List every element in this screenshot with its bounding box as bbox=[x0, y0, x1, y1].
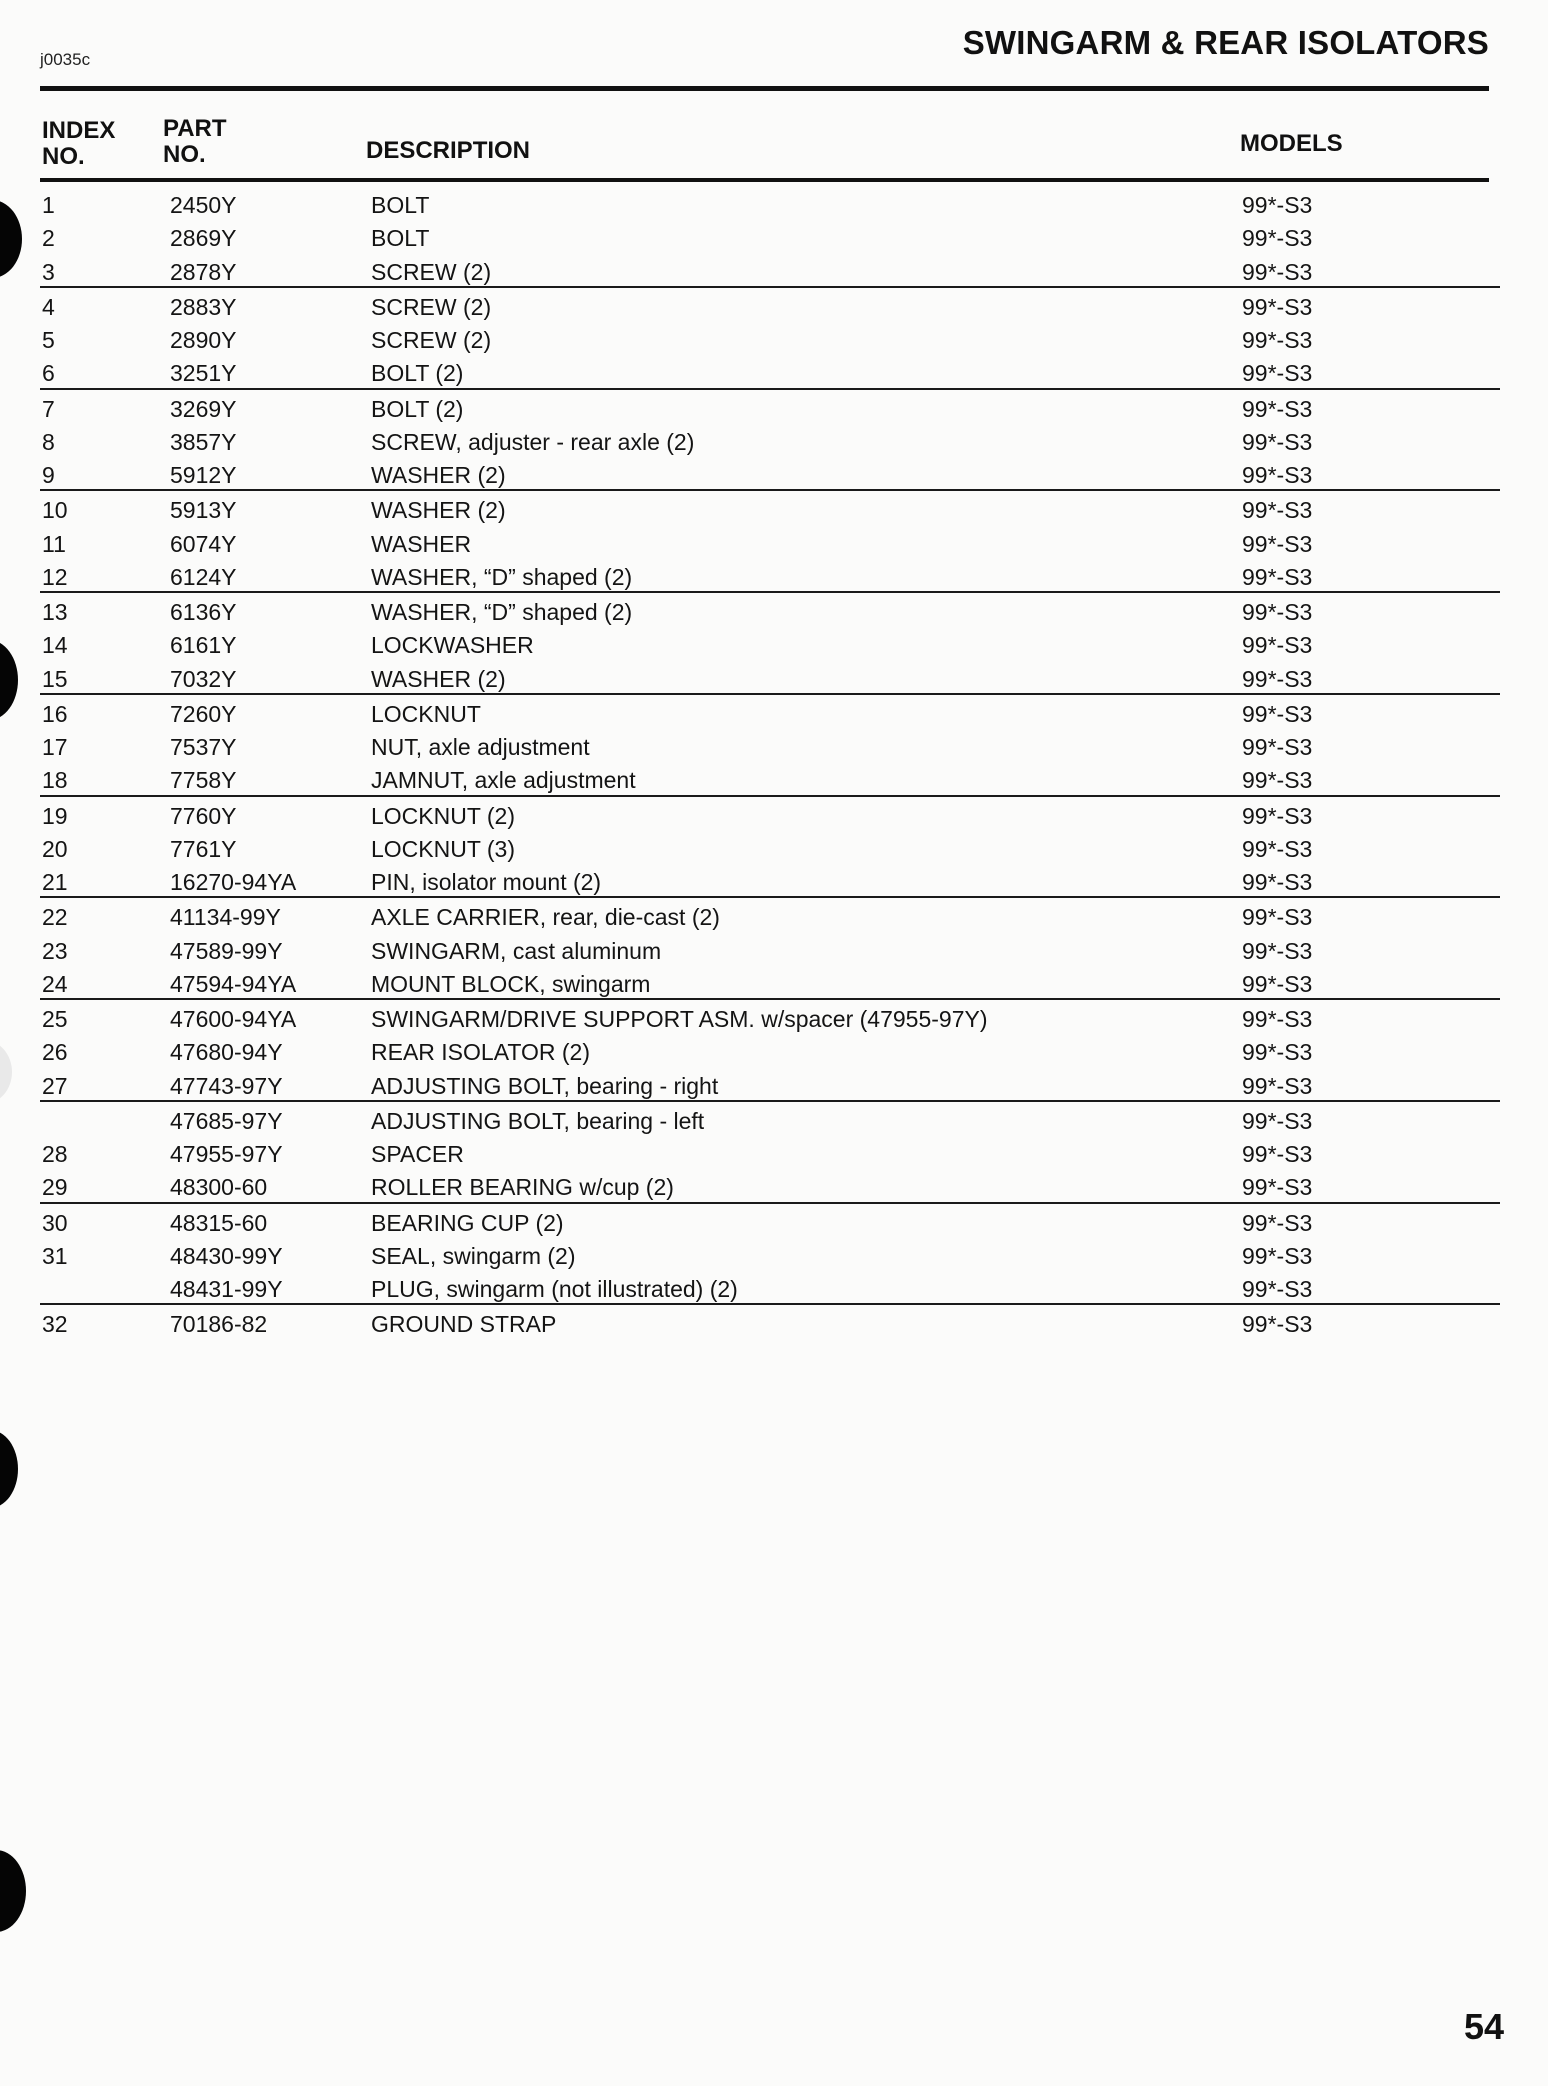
description-cell: SPACER bbox=[371, 1141, 464, 1167]
description-cell: BOLT (2) bbox=[371, 395, 464, 422]
index-cell: 18 bbox=[42, 767, 68, 794]
table-row bbox=[0, 1270, 1548, 1303]
index-cell: 4 bbox=[42, 293, 55, 320]
models-cell: 99*-S3 bbox=[1242, 869, 1313, 895]
part-number-cell: 47594-94YA bbox=[170, 970, 297, 997]
parts-table bbox=[0, 186, 1548, 1339]
part-number-cell: 7761Y bbox=[170, 835, 237, 862]
models-cell: 99*-S3 bbox=[1242, 1276, 1313, 1302]
models-cell: 99*-S3 bbox=[1242, 1141, 1313, 1167]
part-number-cell: 6124Y bbox=[170, 563, 237, 590]
models-cell: 99*-S3 bbox=[1242, 1311, 1313, 1338]
table-row bbox=[40, 998, 1500, 1033]
models-cell: 99*-S3 bbox=[1242, 1072, 1313, 1099]
table-row bbox=[0, 525, 1548, 558]
description-cell: MOUNT BLOCK, swingarm bbox=[371, 970, 651, 997]
models-cell: 99*-S3 bbox=[1242, 462, 1313, 488]
description-cell: LOCKWASHER bbox=[371, 632, 534, 659]
title-rule bbox=[40, 86, 1489, 91]
index-cell: 17 bbox=[42, 734, 68, 760]
index-cell: 27 bbox=[42, 1072, 68, 1099]
models-cell: 99*-S3 bbox=[1242, 360, 1313, 387]
description-cell: WASHER, “D” shaped (2) bbox=[371, 599, 633, 625]
table-row bbox=[0, 761, 1548, 794]
part-number-cell: 2869Y bbox=[170, 225, 237, 252]
models-cell: 99*-S3 bbox=[1242, 563, 1313, 590]
part-number-cell: 7260Y bbox=[170, 700, 237, 727]
description-cell: BEARING CUP (2) bbox=[371, 1209, 564, 1236]
index-cell: 5 bbox=[42, 327, 55, 353]
models-cell: 99*-S3 bbox=[1242, 1006, 1313, 1032]
models-cell: 99*-S3 bbox=[1242, 1209, 1313, 1236]
description-cell: SCREW (2) bbox=[371, 327, 492, 353]
table-row bbox=[0, 186, 1548, 219]
part-number-cell: 48300-60 bbox=[170, 1174, 268, 1201]
binder-hole bbox=[0, 1850, 26, 1932]
page-title: SWINGARM & REAR ISOLATORS bbox=[962, 24, 1489, 61]
table-row bbox=[0, 423, 1548, 456]
part-number-cell: 47680-94Y bbox=[170, 1039, 283, 1066]
index-cell: 19 bbox=[42, 802, 68, 829]
part-number-cell: 16270-94YA bbox=[170, 869, 297, 895]
part-number-cell: 7758Y bbox=[170, 767, 237, 794]
table-row bbox=[0, 456, 1548, 489]
description-cell: LOCKNUT bbox=[371, 700, 481, 727]
description-cell: BOLT bbox=[371, 192, 430, 218]
description-cell: SCREW (2) bbox=[371, 258, 492, 285]
part-number-cell: 5912Y bbox=[170, 462, 237, 488]
index-cell: 15 bbox=[42, 665, 68, 692]
table-row bbox=[40, 693, 1500, 728]
index-cell: 3 bbox=[42, 258, 55, 285]
table-row bbox=[0, 863, 1548, 896]
table-row bbox=[40, 388, 1500, 423]
description-cell: WASHER (2) bbox=[371, 462, 506, 488]
index-cell: 30 bbox=[42, 1209, 68, 1236]
description-cell: SWINGARM, cast aluminum bbox=[371, 937, 662, 964]
table-row bbox=[40, 591, 1500, 626]
index-cell: 7 bbox=[42, 395, 55, 422]
index-cell: 9 bbox=[42, 462, 55, 488]
description-cell: JAMNUT, axle adjustment bbox=[371, 767, 636, 794]
part-number-cell: 41134-99Y bbox=[170, 904, 281, 931]
header-description: DESCRIPTION bbox=[366, 137, 531, 164]
part-number-cell: 5913Y bbox=[170, 497, 237, 524]
header-part-no bbox=[163, 116, 227, 168]
page-number: 54 bbox=[1463, 2006, 1504, 2047]
part-number-cell: 6161Y bbox=[170, 632, 237, 659]
models-cell: 99*-S3 bbox=[1242, 937, 1313, 964]
description-cell: WASHER bbox=[371, 530, 472, 557]
index-cell: 11 bbox=[42, 530, 66, 557]
table-row bbox=[40, 1202, 1500, 1237]
table-row bbox=[40, 896, 1500, 931]
description-cell: BOLT bbox=[371, 225, 430, 252]
description-cell: AXLE CARRIER, rear, die-cast (2) bbox=[371, 904, 720, 931]
table-row bbox=[0, 253, 1548, 286]
table-row bbox=[0, 660, 1548, 693]
index-cell: 28 bbox=[42, 1141, 68, 1167]
part-number-cell: 7760Y bbox=[170, 802, 237, 829]
models-cell: 99*-S3 bbox=[1242, 802, 1313, 829]
table-row bbox=[0, 219, 1548, 252]
models-cell: 99*-S3 bbox=[1242, 1107, 1313, 1134]
table-row bbox=[0, 965, 1548, 998]
description-cell: ADJUSTING BOLT, bearing - right bbox=[371, 1072, 719, 1099]
description-cell: SCREW, adjuster - rear axle (2) bbox=[371, 428, 695, 455]
part-number-cell: 47743-97Y bbox=[170, 1072, 283, 1099]
models-cell: 99*-S3 bbox=[1242, 904, 1313, 931]
models-cell: 99*-S3 bbox=[1242, 700, 1313, 727]
description-cell: LOCKNUT (3) bbox=[371, 835, 515, 862]
index-cell: 29 bbox=[42, 1174, 68, 1201]
header-index-no bbox=[42, 118, 115, 170]
index-cell: 10 bbox=[42, 497, 68, 524]
models-cell: 99*-S3 bbox=[1242, 599, 1313, 625]
table-row bbox=[40, 286, 1500, 321]
index-cell: 8 bbox=[42, 428, 55, 455]
index-cell: 32 bbox=[42, 1311, 68, 1338]
part-number-cell: 48431-99Y bbox=[170, 1276, 283, 1302]
header-part-line1: PART bbox=[163, 115, 227, 142]
description-cell: WASHER (2) bbox=[371, 497, 506, 524]
index-cell: 31 bbox=[42, 1242, 68, 1269]
index-cell: 25 bbox=[42, 1006, 68, 1032]
models-cell: 99*-S3 bbox=[1242, 1039, 1313, 1066]
models-cell: 99*-S3 bbox=[1242, 970, 1313, 997]
table-row bbox=[0, 1168, 1548, 1201]
models-cell: 99*-S3 bbox=[1242, 327, 1313, 353]
models-cell: 99*-S3 bbox=[1242, 293, 1313, 320]
table-row bbox=[0, 1067, 1548, 1100]
models-cell: 99*-S3 bbox=[1242, 395, 1313, 422]
table-row bbox=[40, 489, 1500, 524]
index-cell: 21 bbox=[42, 869, 68, 895]
description-cell: SWINGARM/DRIVE SUPPORT ASM. w/spacer (47955-97Y) bbox=[371, 1006, 988, 1032]
models-cell: 99*-S3 bbox=[1242, 767, 1313, 794]
index-cell: 24 bbox=[42, 970, 68, 997]
table-row bbox=[40, 1100, 1500, 1135]
models-cell: 99*-S3 bbox=[1242, 734, 1313, 760]
index-cell: 23 bbox=[42, 937, 68, 964]
header-index-line2: NO. bbox=[42, 143, 85, 170]
index-cell: 12 bbox=[42, 563, 68, 590]
part-number-cell: 47955-97Y bbox=[170, 1141, 283, 1167]
index-cell: 20 bbox=[42, 835, 68, 862]
part-number-cell: 48430-99Y bbox=[170, 1242, 283, 1269]
part-number-cell: 2890Y bbox=[170, 327, 237, 353]
models-cell: 99*-S3 bbox=[1242, 530, 1313, 557]
table-row bbox=[0, 1033, 1548, 1066]
part-number-cell: 3857Y bbox=[170, 428, 237, 455]
index-cell: 1 bbox=[42, 192, 55, 218]
description-cell: ADJUSTING BOLT, bearing - left bbox=[371, 1107, 705, 1134]
part-number-cell: 47589-99Y bbox=[170, 937, 283, 964]
description-cell: PIN, isolator mount (2) bbox=[371, 869, 602, 895]
table-row bbox=[0, 728, 1548, 761]
binder-hole bbox=[0, 1430, 18, 1508]
table-row bbox=[0, 558, 1548, 591]
part-number-cell: 6074Y bbox=[170, 530, 237, 557]
part-number-cell: 7032Y bbox=[170, 665, 237, 692]
models-cell: 99*-S3 bbox=[1242, 835, 1313, 862]
description-cell: REAR ISOLATOR (2) bbox=[371, 1039, 590, 1066]
index-cell: 13 bbox=[42, 599, 68, 625]
part-number-cell: 3251Y bbox=[170, 360, 237, 387]
header-index-line1: INDEX bbox=[42, 117, 116, 144]
models-cell: 99*-S3 bbox=[1242, 497, 1313, 524]
part-number-cell: 3269Y bbox=[170, 395, 237, 422]
part-number-cell: 47600-94YA bbox=[170, 1006, 297, 1032]
models-cell: 99*-S3 bbox=[1242, 665, 1313, 692]
header-rule bbox=[40, 178, 1489, 182]
description-cell: WASHER, “D” shaped (2) bbox=[371, 563, 633, 590]
description-cell: PLUG, swingarm (not illustrated) (2) bbox=[371, 1276, 738, 1302]
description-cell: GROUND STRAP bbox=[371, 1311, 557, 1338]
header-models: MODELS bbox=[1240, 130, 1343, 157]
models-cell: 99*-S3 bbox=[1242, 225, 1313, 252]
description-cell: NUT, axle adjustment bbox=[371, 734, 590, 760]
table-row bbox=[40, 795, 1500, 830]
models-cell: 99*-S3 bbox=[1242, 258, 1313, 285]
table-row bbox=[0, 1237, 1548, 1270]
part-number-cell: 48315-60 bbox=[170, 1209, 268, 1236]
part-number-cell: 6136Y bbox=[170, 599, 237, 625]
part-number-cell: 47685-97Y bbox=[170, 1107, 283, 1134]
models-cell: 99*-S3 bbox=[1242, 428, 1313, 455]
document-code: j0035c bbox=[40, 50, 91, 69]
description-cell: ROLLER BEARING w/cup (2) bbox=[371, 1174, 674, 1201]
models-cell: 99*-S3 bbox=[1242, 1174, 1313, 1201]
description-cell: SCREW (2) bbox=[371, 293, 492, 320]
part-number-cell: 2883Y bbox=[170, 293, 237, 320]
description-cell: LOCKNUT (2) bbox=[371, 802, 515, 829]
index-cell: 14 bbox=[42, 632, 68, 659]
index-cell: 22 bbox=[42, 904, 68, 931]
models-cell: 99*-S3 bbox=[1242, 632, 1313, 659]
part-number-cell: 2878Y bbox=[170, 258, 237, 285]
part-number-cell: 7537Y bbox=[170, 734, 237, 760]
table-row bbox=[40, 1303, 1500, 1338]
index-cell: 16 bbox=[42, 700, 68, 727]
models-cell: 99*-S3 bbox=[1242, 192, 1313, 218]
description-cell: BOLT (2) bbox=[371, 360, 464, 387]
index-cell: 6 bbox=[42, 360, 55, 387]
header-part-line2: NO. bbox=[163, 141, 206, 168]
description-cell: SEAL, swingarm (2) bbox=[371, 1242, 576, 1269]
part-number-cell: 2450Y bbox=[170, 192, 237, 218]
table-row bbox=[0, 626, 1548, 659]
index-cell: 2 bbox=[42, 225, 55, 252]
description-cell: WASHER (2) bbox=[371, 665, 506, 692]
table-row bbox=[0, 932, 1548, 965]
table-row bbox=[0, 1135, 1548, 1168]
models-cell: 99*-S3 bbox=[1242, 1242, 1313, 1269]
table-row bbox=[0, 830, 1548, 863]
table-row bbox=[0, 321, 1548, 354]
index-cell: 26 bbox=[42, 1039, 68, 1066]
part-number-cell: 70186-82 bbox=[170, 1311, 268, 1338]
table-row bbox=[0, 354, 1548, 387]
